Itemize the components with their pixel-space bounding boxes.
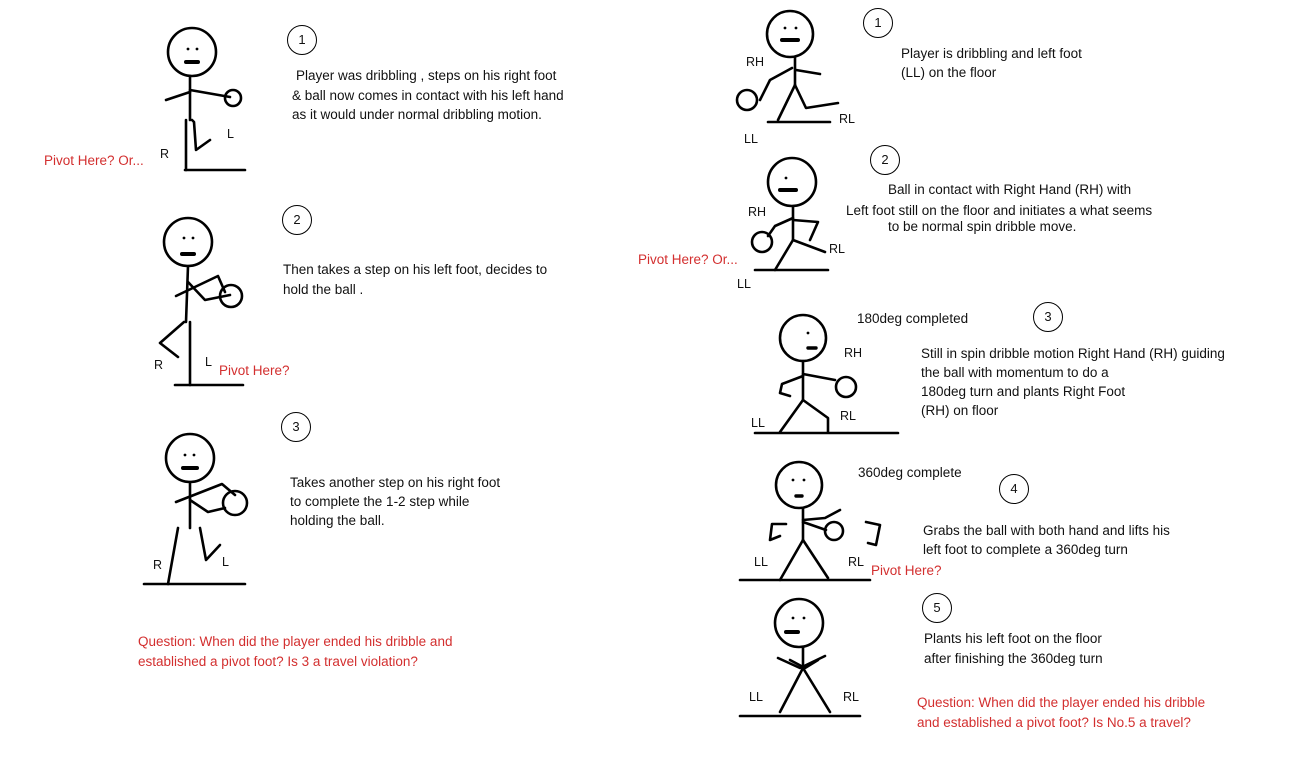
left-question-line-1: Question: When did the player ended his dribble and (138, 634, 453, 649)
left-step-2-left-foot-label: L (205, 355, 212, 369)
right-step-2-pivot-label: Pivot Here? Or... (638, 252, 738, 267)
right-step-2-rh-label: RH (748, 205, 767, 219)
left-step-1-pivot-label: Pivot Here? Or... (44, 153, 144, 168)
right-step-3-line-3: 180deg turn and plants Right Foot (921, 384, 1126, 399)
right-step-5-line-2: after finishing the 360deg turn (924, 651, 1103, 666)
right-step-3-line-2: the ball with momentum to do a (921, 365, 1109, 380)
right-step-2-rl-label: RL (829, 242, 845, 256)
left-step-2-line-2: hold the ball . (283, 282, 364, 297)
right-step-3-caption: 180deg completed (857, 311, 969, 326)
right-step-2-number: 2 (870, 145, 900, 175)
left-step-2-line-1: Then takes a step on his left foot, decides to (283, 262, 548, 277)
right-question-line-2: and established a pivot foot? Is No.5 a travel? (917, 715, 1191, 730)
left-figure-1 (166, 28, 245, 170)
right-step-3-rh-label: RH (844, 346, 863, 360)
right-step-4-ll-label: LL (754, 555, 768, 569)
right-step-1-ll-label: LL (744, 132, 758, 146)
right-figure-3 (755, 315, 898, 433)
left-step-1-line-2: & ball now comes in contact with his left hand (292, 88, 564, 103)
left-step-3-right-foot-label: R (153, 558, 163, 572)
right-step-1-line-1: Player is dribbling and left foot (901, 46, 1082, 61)
left-step-1-number: 1 (287, 25, 317, 55)
right-step-5-number: 5 (922, 593, 952, 623)
left-step-3-line-3: holding the ball. (290, 513, 385, 528)
right-question-line-1: Question: When did the player ended his dribble (917, 695, 1206, 710)
right-step-2-ll-label: LL (737, 277, 751, 291)
left-step-1-left-foot-label: L (227, 127, 234, 141)
left-step-3-left-foot-label: L (222, 555, 229, 569)
left-step-2-number: 2 (282, 205, 312, 235)
right-step-3-line-1: Still in spin dribble motion Right Hand (RH) guiding (921, 346, 1225, 361)
right-step-5-rl-label: RL (843, 690, 859, 704)
right-step-5-ll-label: LL (749, 690, 763, 704)
right-step-2-line-2: Left foot still on the floor and initiates a what seems (846, 203, 1153, 218)
right-step-2-line-1: Ball in contact with Right Hand (RH) with (888, 182, 1132, 197)
left-figure-2 (160, 218, 243, 385)
left-step-1-line-1: Player was dribbling , steps on his right foot (296, 68, 557, 83)
right-step-3-line-4: (RH) on floor (921, 403, 999, 418)
left-step-3-line-2: to complete the 1-2 step while (290, 494, 470, 509)
left-question-line-2: established a pivot foot? Is 3 a travel violation? (138, 654, 418, 669)
left-step-1-right-foot-label: R (160, 147, 170, 161)
left-step-3-line-1: Takes another step on his right foot (290, 475, 501, 490)
right-step-4-pivot-label: Pivot Here? (871, 563, 942, 578)
right-step-5-line-1: Plants his left foot on the floor (924, 631, 1102, 646)
left-step-2-right-foot-label: R (154, 358, 164, 372)
right-step-4-number: 4 (999, 474, 1029, 504)
right-step-1-rh-label: RH (746, 55, 765, 69)
right-step-1-rl-label: RL (839, 112, 855, 126)
left-step-2-pivot-label: Pivot Here? (219, 363, 290, 378)
right-step-1-number: 1 (863, 8, 893, 38)
right-step-4-line-1: Grabs the ball with both hand and lifts his (923, 523, 1170, 538)
right-step-4-caption: 360deg complete (858, 465, 962, 480)
right-step-1-line-2: (LL) on the floor (901, 65, 997, 80)
left-step-1-line-3: as it would under normal dribbling motion. (292, 107, 542, 122)
left-step-3-number: 3 (281, 412, 311, 442)
right-step-3-rl-label: RL (840, 409, 856, 423)
right-step-4-rl-label: RL (848, 555, 864, 569)
right-step-4-line-2: left foot to complete a 360deg turn (923, 542, 1128, 557)
right-step-3-ll-label: LL (751, 416, 765, 430)
right-step-3-number: 3 (1033, 302, 1063, 332)
right-step-2-line-3: to be normal spin dribble move. (888, 219, 1077, 234)
